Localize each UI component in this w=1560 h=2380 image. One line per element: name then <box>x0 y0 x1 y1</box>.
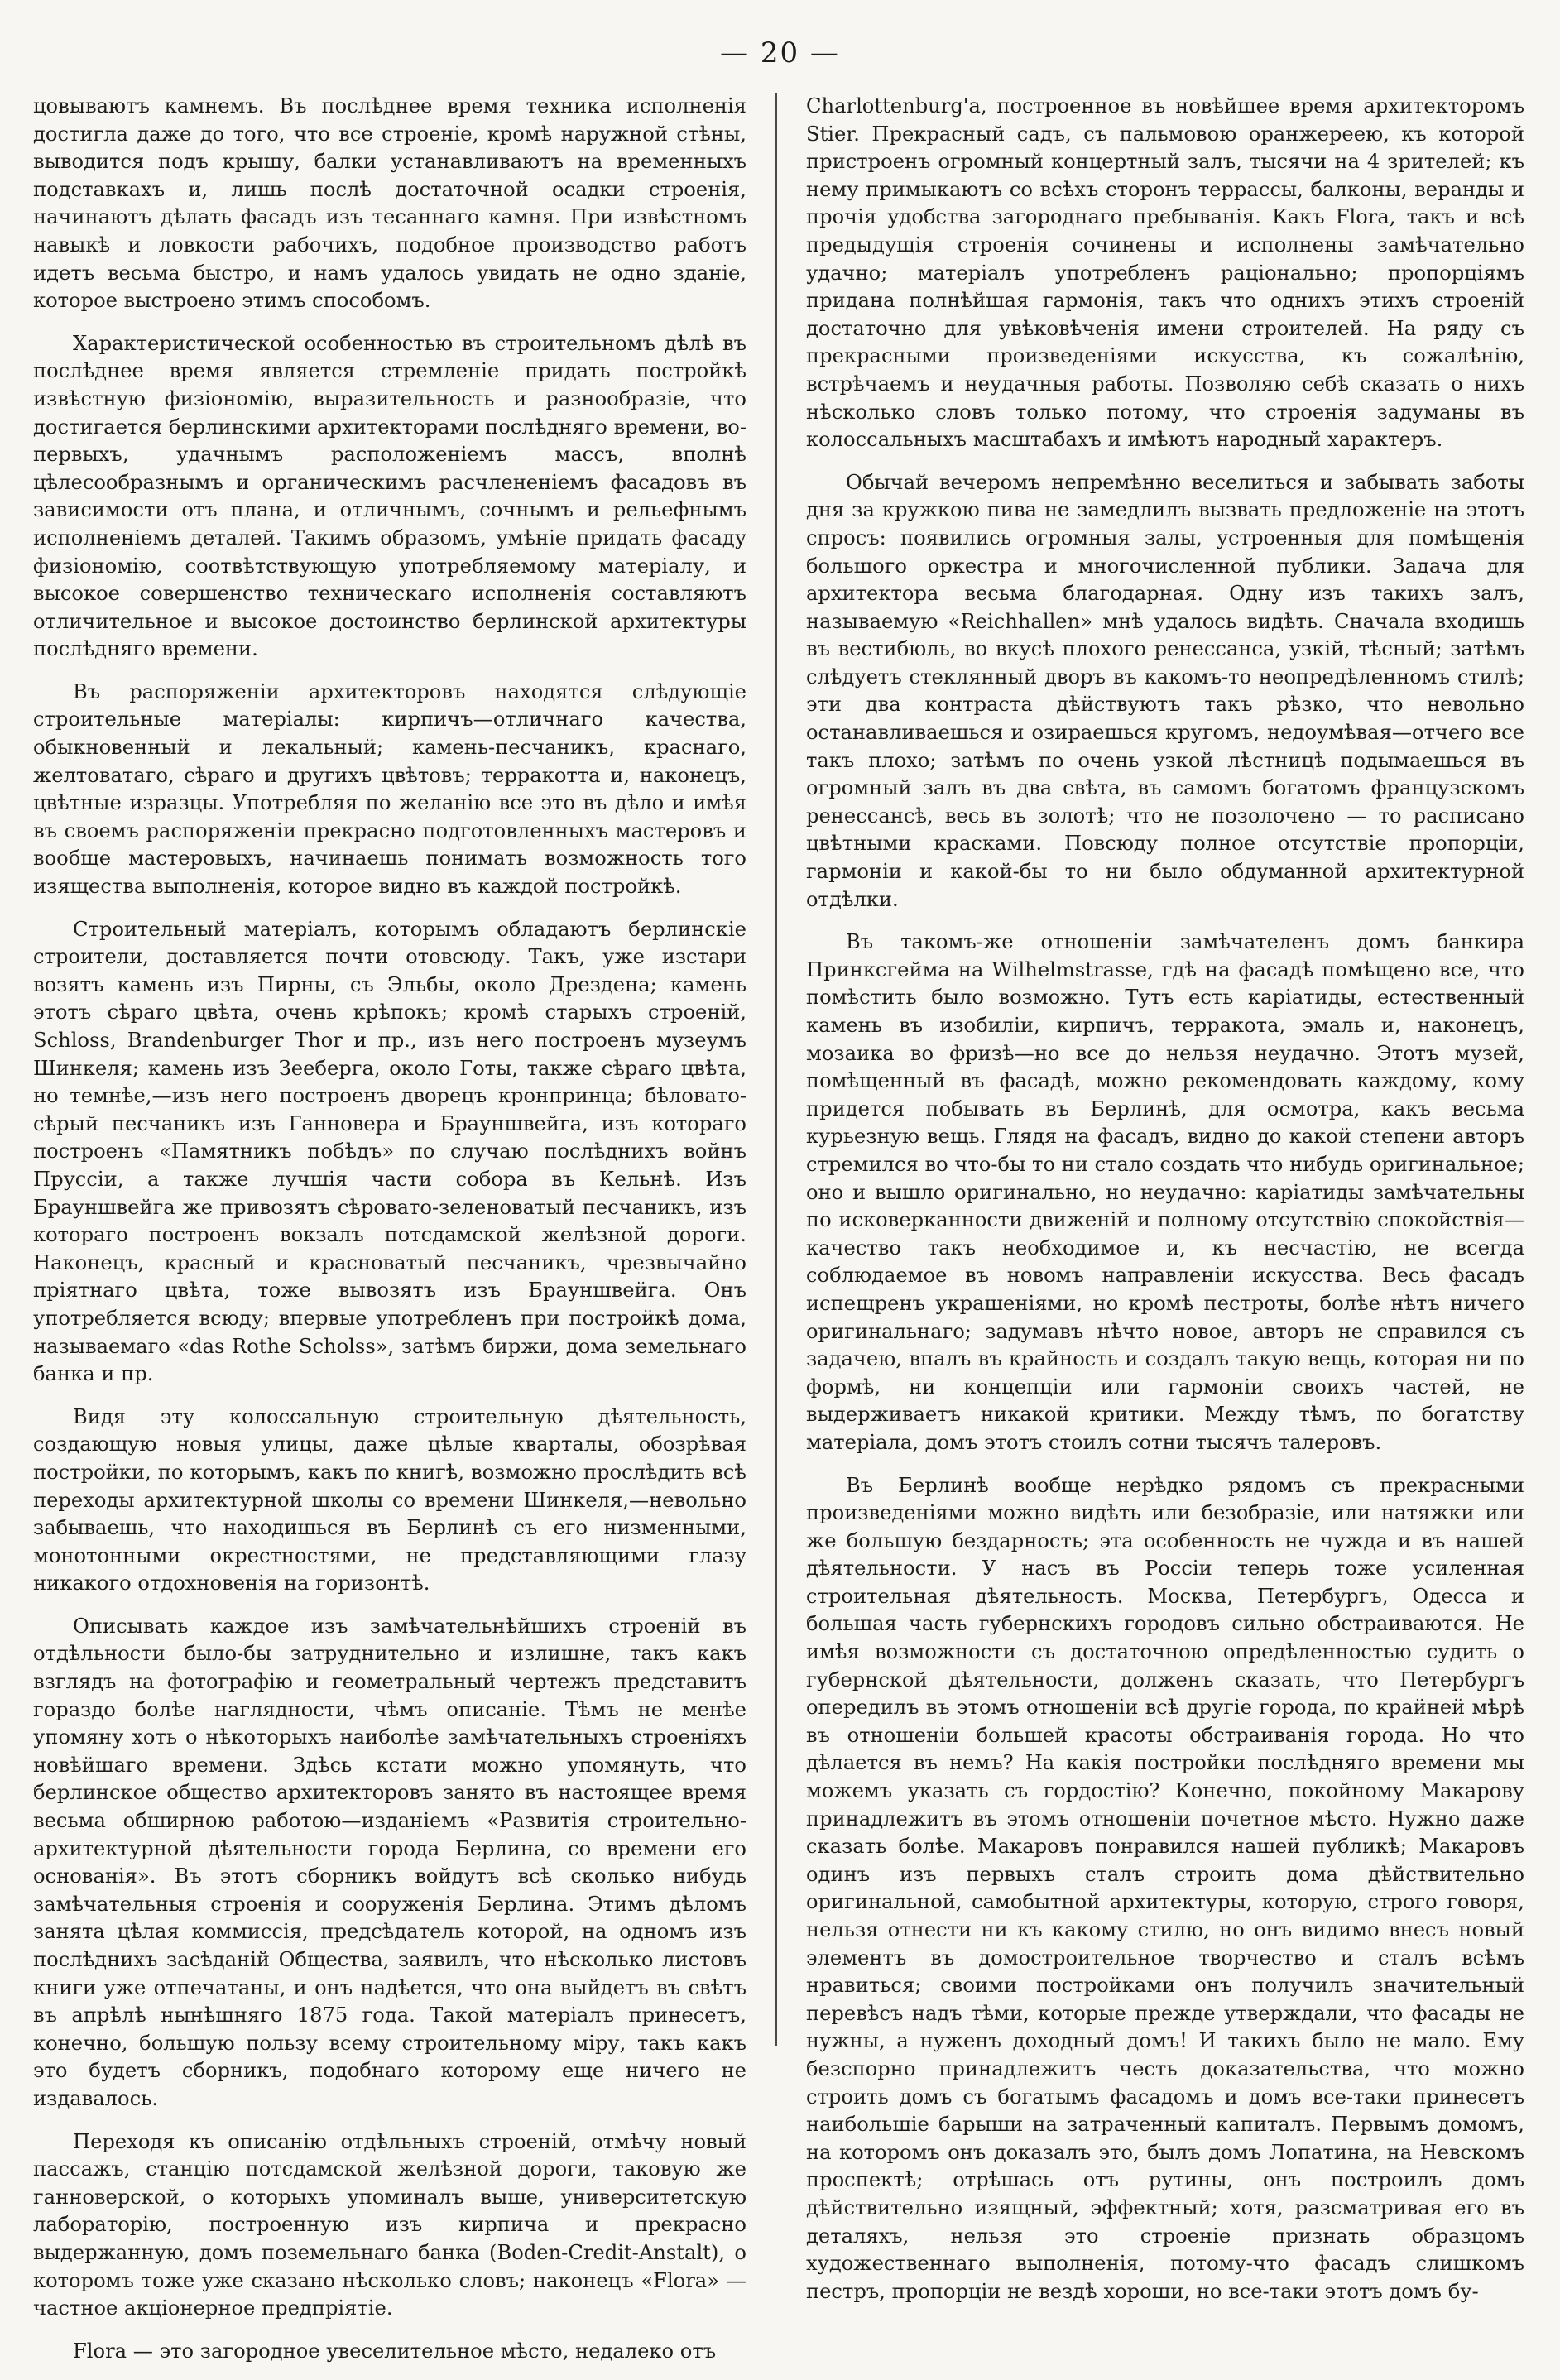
paragraph: Видя эту колоссальную строительную дѣятельность, создающую новыя улицы, даже цѣлые кварталы, обозрѣвая постройки, по которымъ, какъ по книгѣ, возможно прослѣдить всѣ переходы архитектурной школы со времени Шинкеля,—невольно забываешь, что находишься въ Берлинѣ съ его низменными, монотонными окрестностями, не представляющими глазу никакого отдохновенія на горизонтѣ. <box>33 1404 746 1595</box>
page-number: — 20 — <box>720 36 840 70</box>
left-column <box>33 93 746 2380</box>
paragraph: Flora — это загородное увеселительное мѣсто, недалеко отъ <box>73 2339 717 2363</box>
paragraph: цовываютъ камнемъ. Въ послѣднее время техника исполненія достигла даже до того, что все строеніе, кромѣ наружной стѣны, выводится подъ крышу, балки устанавливаютъ на временныхъ подставкахъ и, лишь послѣ достаточной осадки строенія, начинаютъ дѣлать фасадъ изъ тесаннаго камня. При извѣстномъ навыкѣ и ловкости рабочихъ, подобное производство работъ идетъ весьма быстро, и намъ удалось увидать не одно зданіе, которое выстроено этимъ способомъ. <box>33 94 746 313</box>
paragraph: Характеристической особенностью въ строительномъ дѣлѣ въ послѣднее время является стремленіе придать постройкѣ извѣстную физіономію, выразительность и разнообразіе, что достигается берлинскими архитекторами послѣдняго времени, во-первыхъ, удачнымъ расположеніемъ массъ, вполнѣ цѣлесообразнымъ и органическимъ расчлененіемъ фасадовъ въ зависимости отъ плана, и отличнымъ, сочнымъ и рельефнымъ исполненіемъ деталей. Такимъ образомъ, умѣніе придать фасаду физіономію, соотвѣтствующую употребляемому матеріалу, и высокое совершенство техническаго исполненія составляютъ отличительное и высокое достоинство берлинской архитектуры послѣдняго времени. <box>33 331 746 661</box>
paragraph: Обычай вечеромъ непремѣнно веселиться и забывать заботы дня за кружкою пива не замедлилъ вызвать предложеніе на этотъ спросъ: появились огромныя залы, устроенныя для помѣщенія большого оркестра и многочисленной публики. Задача для архитектора весьма благодарная. Одну изъ такихъ залъ, называемую «Reichhallen» мнѣ удалось видѣть. Сначала входишь въ вестибюль, во вкусѣ плохого ренессанса, узкій, тѣсный; затѣмъ слѣдуетъ стеклянный дворъ въ какомъ-то неопредѣленномъ стилѣ; эти два контраста дѣйствуютъ такъ рѣзко, что невольно останавливаешься и озираешься кругомъ, недоумѣвая—отчего все такъ плохо; затѣмъ по очень узкой лѣстницѣ подымаешься въ огромный залъ въ два свѣта, въ самомъ богатомъ французскомъ ренессансѣ, весь въ золотѣ; что не позолочено — то расписано цвѣтными красками. Повсюду полное отсутствіе пропорціи, гармоніи и какой-бы то ни было обдуманной архитектурной отдѣлки. <box>806 470 1524 911</box>
paragraph: Описывать каждое изъ замѣчательнѣйшихъ строеній въ отдѣльности было-бы затруднительно и излишне, такъ какъ взглядъ на фотографію и геометральный чертежъ представитъ гораздо болѣе наглядности, чѣмъ описаніе. Тѣмъ не менѣе упомяну хоть о нѣкоторыхъ наиболѣе замѣчательныхъ строеніяхъ новѣйшаго времени. Здѣсь кстати можно упомянуть, что берлинское общество архитекторовъ занято въ настоящее время весьма обширною работою—изданіемъ «Развитія строительно-архитектурной дѣятельности города Берлина, со времени его основанія». Въ этотъ сборникъ войдутъ всѣ сколько нибудь замѣчательныя строенія и сооруженія Берлина. Этимъ дѣломъ занята цѣлая коммиссія, предсѣдатель которой, на одномъ изъ послѣднихъ засѣданій Общества, заявилъ, что нѣсколько листовъ книги уже отпечатаны, и онъ надѣется, что она выйдетъ въ свѣтъ въ апрѣлѣ нынѣшняго 1875 года. Такой матеріалъ принесетъ, конечно, большую пользу всему строительному міру, такъ какъ это будетъ сборникъ, подобнаго которому еще ничего не издавалось. <box>33 1614 746 2110</box>
paragraph: Строительный матеріалъ, которымъ обладаютъ берлинскіе строители, доставляется почти отовсюду. Такъ, уже изстари возятъ камень изъ Пирны, съ Эльбы, около Дрездена; камень этотъ сѣраго цвѣта, очень крѣпокъ; кромѣ старыхъ строеній, Schloss, Brandenburger Thor и пр., изъ него построенъ музеумъ Шинкеля; камень изъ Зееберга, около Готы, также сѣраго цвѣта, но темнѣе,—изъ него построенъ дворецъ кронпринца; бѣловато-сѣрый песчаникъ изъ Ганновера и Брауншвейга, изъ котораго построенъ «Памятникъ побѣдъ» по случаю послѣднихъ войнъ Пруссіи, а также лучшія части собора въ Кельнѣ. Изъ Брауншвейга же привозятъ сѣровато-зеленоватый песчаникъ, изъ котораго построенъ вокзалъ потсдамской желѣзной дороги. Наконецъ, красный и красноватый песчаникъ, чрезвычайно пріятнаго цвѣта, тоже вывозятъ изъ Брауншвейга. Онъ употребляется всюду; впервые употребленъ при постройкѣ дома, называемаго «das Rothe Scholss», затѣмъ биржи, дома земельнаго банка и пр. <box>33 917 746 1386</box>
paragraph: Переходя къ описанію отдѣльныхъ строеній, отмѣчу новый пассажъ, станцію потсдамской желѣзной дороги, таковую же ганноверской, о которыхъ упоминалъ выше, университетскую лабораторію, построенную изъ кирпича и прекрасно выдержанную, домъ поземельнаго банка (Boden-Credit-Anstalt), о которомъ тоже уже сказано нѣсколько словъ; наконецъ «Flora» — частное акціонерное предпріятіе. <box>33 2129 746 2320</box>
paragraph: Въ такомъ-же отношеніи замѣчателенъ домъ банкира Принксгейма на Wilhelmstrasse, гдѣ на фасадѣ помѣщено все, что помѣстить было возможно. Тутъ есть каріатиды, естественный камень въ изобиліи, кирпичъ, терракота, эмаль и, наконецъ, мозаика во фризѣ—но все до нельзя неудачно. Этотъ музей, помѣщенный въ фасадѣ, можно рекомендовать каждому, кому придется побывать въ Берлинѣ, для осмотра, какъ весьма курьезную вещь. Глядя на фасадъ, видно до какой степени авторъ стремился во что-бы то ни стало создать что нибудь оригинальное; оно и вышло оригинально, но неудачно: каріатиды замѣчательны по исковерканности движеній и полному отсутствію спокойствія—качество такъ необходимое и, къ несчастію, не всегда соблюдаемое въ новомъ направленіи искусства. Весь фасадъ испещренъ украшеніями, но кромѣ пестроты, болѣе нѣтъ ничего оригинальнаго; задумавъ нѣчто новое, авторъ не справился съ задачею, впалъ въ крайность и создалъ такую вещь, которая ни по формѣ, ни концепціи или гармоніи своихъ частей, не выдерживаетъ никакой критики. Между тѣмъ, по богатству матеріала, домъ этотъ стоилъ сотни тысячъ талеровъ. <box>806 930 1524 1454</box>
column-divider <box>775 93 777 2046</box>
paragraph: Въ распоряженіи архитекторовъ находятся слѣдующіе строительные матеріалы: кирпичъ—отличнаго качества, обыкновенный и лекальный; камень-песчаникъ, краснаго, желтоватаго, сѣраго и другихъ цвѣтовъ; терракотта и, наконецъ, цвѣтные изразцы. Употребляя по желанію все это въ дѣло и имѣя въ своемъ распоряженіи прекрасно подготовленныхъ мастеровъ и вообще мастеровыхъ, начинаешь понимать возможность того изящества выполненія, которое видно въ каждой постройкѣ. <box>33 679 746 899</box>
right-column <box>806 93 1524 2320</box>
paragraph: Charlottenburg'a, построенное въ новѣйшее время архитекторомъ Stier. Прекрасный садъ, съ пальмовою оранжереею, къ которой пристроенъ огромный концертный залъ, тысячи на 4 зрителей; къ нему примыкаютъ со всѣхъ сторонъ террассы, балконы, веранды и прочія удобства загороднаго пребыванія. Какъ Flora, такъ и всѣ предыдущія строенія сочинены и исполнены замѣчательно удачно; матеріалъ употребленъ раціонально; пропорціямъ придана полнѣйшая гармонія, такъ что однихъ этихъ строеній достаточно для увѣковѣченія имени строителей. На ряду съ прекрасными произведеніями искусства, къ сожалѣнію, встрѣчаемъ и неудачныя работы. Позволяю себѣ сказать о нихъ нѣсколько словъ только потому, что строенія задуманы въ колоссальныхъ масштабахъ и имѣютъ народный характеръ. <box>806 94 1524 452</box>
paragraph: Въ Берлинѣ вообще нерѣдко рядомъ съ прекрасными произведеніями можно видѣть или безобразіе, или натяжки или же большую бездарность; эта особенность не чужда и въ нашей дѣятельности. У насъ въ Россіи теперь тоже усиленная строительная дѣятельность. Москва, Петербургъ, Одесса и большая часть губернскихъ городовъ сильно обстраиваются. Не имѣя возможности съ достаточною опредѣленностью судить о губернской дѣятельности, долженъ сказать, что Петербургъ опередилъ въ этомъ отношеніи всѣ другіе города, по крайней мѣрѣ въ отношеніи большей красоты обстраиванія города. Но что дѣлается въ немъ? На какія постройки послѣдняго времени мы можемъ указать съ гордостію? Конечно, покойному Макарову принадлежитъ въ этомъ отношеніи почетное мѣсто. Нужно даже сказать болѣе. Макаровъ понравился нашей публикѣ; Макаровъ одинъ изъ первыхъ сталъ строить дома дѣйствительно оригинальной, самобытной архитектуры, которую, строго говоря, нельзя отнести ни къ какому стилю, но онъ видимо внесъ новый элементъ въ домостроительное творчество и сталъ всѣмъ нравиться; своими постройками онъ получилъ значительный перевѣсъ надъ тѣми, которые прежде утверждали, что фасады не нужны, а нуженъ доходный домъ! И такихъ было не мало. Ему безспорно принадлежитъ честь доказательства, что можно строить домъ съ богатымъ фасадомъ и домъ все-таки принесетъ наибольшіе барыши на затраченный капиталъ. Первымъ домомъ, на которомъ онъ доказалъ это, былъ домъ Лопатина, на Невскомъ проспектѣ; отрѣшась отъ рутины, онъ построилъ домъ дѣйствительно изящный, эффектный; хотя, разсматривая его въ деталяхъ, нельзя это строеніе признать образцомъ художественнаго выполненія, потому-что фасадъ слишкомъ пестръ, пропорціи не вездѣ хороши, но все-таки этотъ домъ бу- <box>806 1473 1524 2303</box>
